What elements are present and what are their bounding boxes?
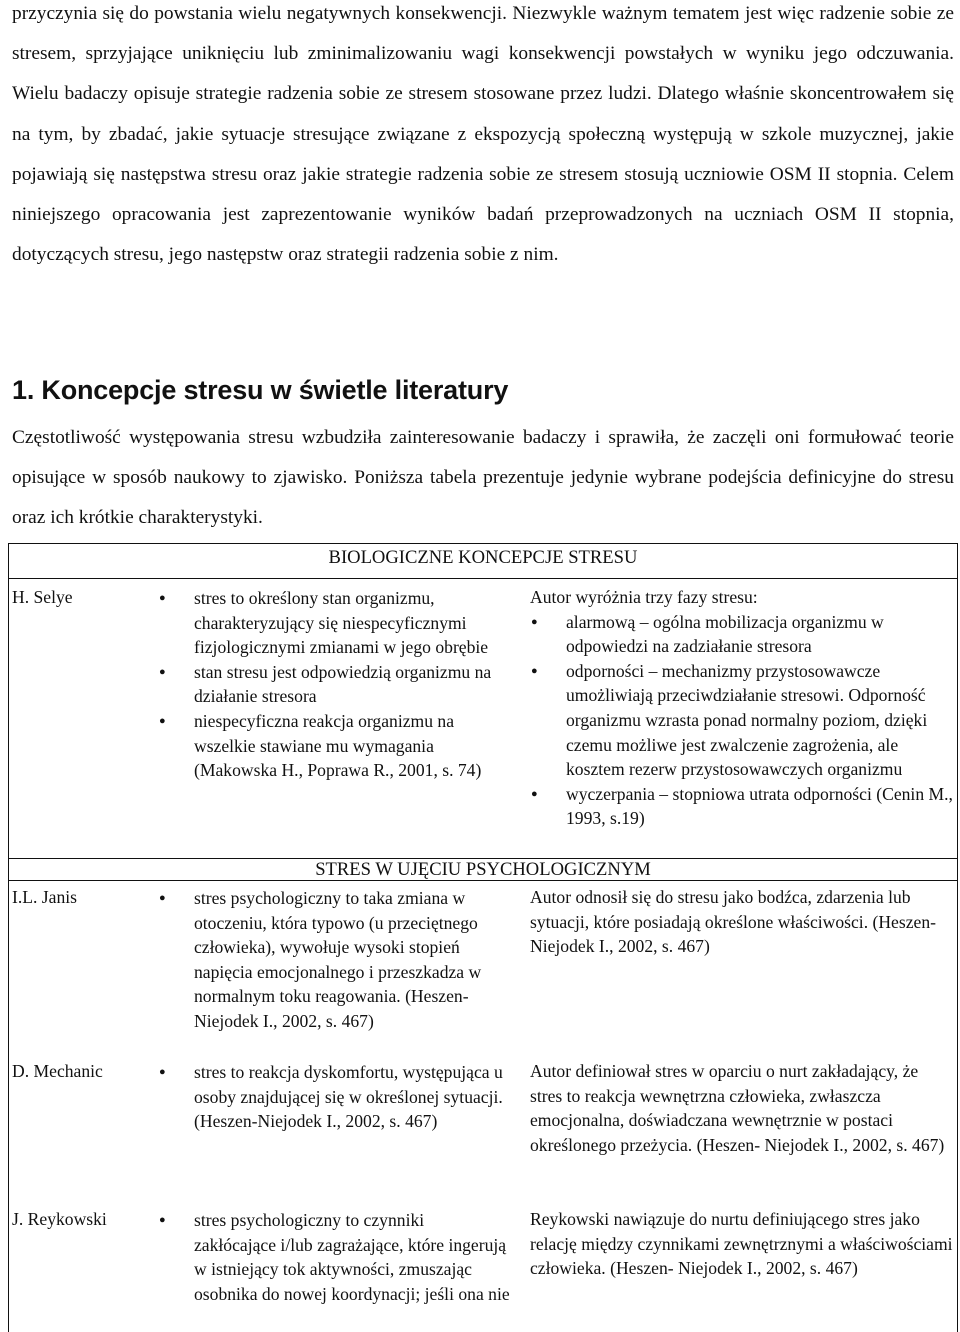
table-cell-author-janis: I.L. Janis [12, 887, 77, 907]
definition-item: ● stres to reakcja dyskomfortu, występująca u osoby znajdującej się w określonej sytuacji. (Heszen-Niejodek I., 2002, s. 467) [150, 1060, 510, 1134]
table-cell-author-selye: H. Selye [12, 587, 73, 607]
table-cell-characteristic-selye [530, 585, 954, 831]
table-right-border [957, 543, 958, 1332]
table-cell-characteristic-janis: Autor odnosił się do stresu jako bodźca, zdarzenia lub sytuacji, które posiadają określone właściwości. (Heszen-Niejodek I., 2002, s. 467) [530, 887, 936, 957]
table-cell-definition-selye [150, 586, 510, 783]
table-divider-row [8, 578, 958, 579]
table-cell-author-reykowski: J. Reykowski [12, 1209, 107, 1229]
phase-item: ● wyczerpania – stopniowa utrata odporności (Cenin M., 1993, s.19) [530, 782, 954, 831]
table-cell-definition-janis [150, 886, 510, 1034]
table-top-border [8, 543, 958, 544]
section-paragraph: Częstotliwość występowania stresu wzbudziła zainteresowanie badaczy i sprawiła, że zaczęli oni formułować teorie opisujące w sposób naukowy to zjawisko. Poniższa tabela prezentuje jedynie wybrane podejścia definicyjne do stresu oraz ich krótkie charakterystyki. [12, 427, 954, 529]
table-cell-definition-reykowski [150, 1208, 510, 1306]
definition-item: ● stres to określony stan organizmu, charakteryzujący się niespecyficznymi fizjologicznymi zmianami w jego obrębie [150, 586, 510, 660]
definition-item: ● stres psychologiczny to czynniki zakłócające i/lub zagrażające, które ingerują w istniejący tok aktywności, zmuszając osobnika do nowej koordynacji; jeśli ona nie [150, 1208, 510, 1306]
phases-intro: Autor wyróżnia trzy fazy stresu: [530, 587, 758, 607]
table-left-border [8, 543, 9, 1332]
table-cell-characteristic-mechanic: Autor definiował stres w oparciu o nurt zakładający, że stres to reakcja wewnętrzna człowieka, zwłaszcza emocjonalna, doświadczana wewnętrznie w postaci określonego przeżycia. (Heszen- Niejodek I., 2002, s. 467) [530, 1061, 945, 1155]
table-cell-characteristic-reykowski: Reykowski nawiązuje do nurtu definiującego stres jako relację między czynnikami zewnętrznymi a właściwościami człowieka. (Heszen- Niejodek I., 2002, s. 467) [530, 1209, 953, 1279]
table-section-title-psychological: STRES W UJĘCIU PSYCHOLOGICZNYM [315, 859, 651, 880]
phase-item: ● alarmową – ogólna mobilizacja organizmu w odpowiedzi na zadziałanie stresora [530, 610, 954, 659]
definition-item: ● niespecyficzna reakcja organizmu na wszelkie stawiane mu wymagania (Makowska H., Poprawa R., 2001, s. 74) [150, 709, 510, 783]
table-section-title-biological: BIOLOGICZNE KONCEPCJE STRESU [328, 547, 638, 568]
section-heading: 1. Koncepcje stresu w świetle literatury [12, 375, 509, 405]
definition-item: ● stres psychologiczny to taka zmiana w otoczeniu, która typowo (u przeciętnego człowieka), wywołuje wysoki stopień napięcia emocjonalnego i przeszkadza w normalnym toku reagowania. (Heszen- Niejodek I., 2002, s. 467) [150, 886, 510, 1034]
table-cell-definition-mechanic [150, 1060, 510, 1134]
definition-item: ● stan stresu jest odpowiedzią organizmu na działanie stresora [150, 660, 510, 709]
intro-paragraph: przyczynia się do powstania wielu negatywnych konsekwencji. Niezwykle ważnym tematem jest więc radzenie sobie ze stresem, sprzyjające uniknięciu lub zminimalizowaniu wagi konsekwencji powstałych w wyniku jego odczuwania. Wielu badaczy opisuje strategie radzenia sobie ze stresem stosowane przez ludzi. Dlatego właśnie skoncentrowałem się na tym, by zbadać, jakie sytuacje stresujące związane z ekspozycją społeczną występują w szkole muzycznej, jakie pojawiają się następstwa stresu oraz jakie strategie radzenia sobie ze stresem stosują uczniowie OSM II stopnia. Celem niniejszego opracowania jest zaprezentowanie wyników badań przeprowadzonych na uczniach OSM II stopnia, dotyczących stresu, jego następstw oraz strategii radzenia sobie z nim. [12, 3, 954, 266]
phases-list [530, 610, 954, 831]
phase-item: ● odporności – mechanizmy przystosowawcze umożliwiają przeciwdziałanie stresowi. Odporność organizmu wzrasta ponad normalny poziom, dzięki czemu możliwe jest zwalczenie zagrożenia, ale kosztem rezerw przystosowawczych organizmu [530, 659, 954, 782]
table-cell-author-mechanic: D. Mechanic [12, 1061, 103, 1081]
